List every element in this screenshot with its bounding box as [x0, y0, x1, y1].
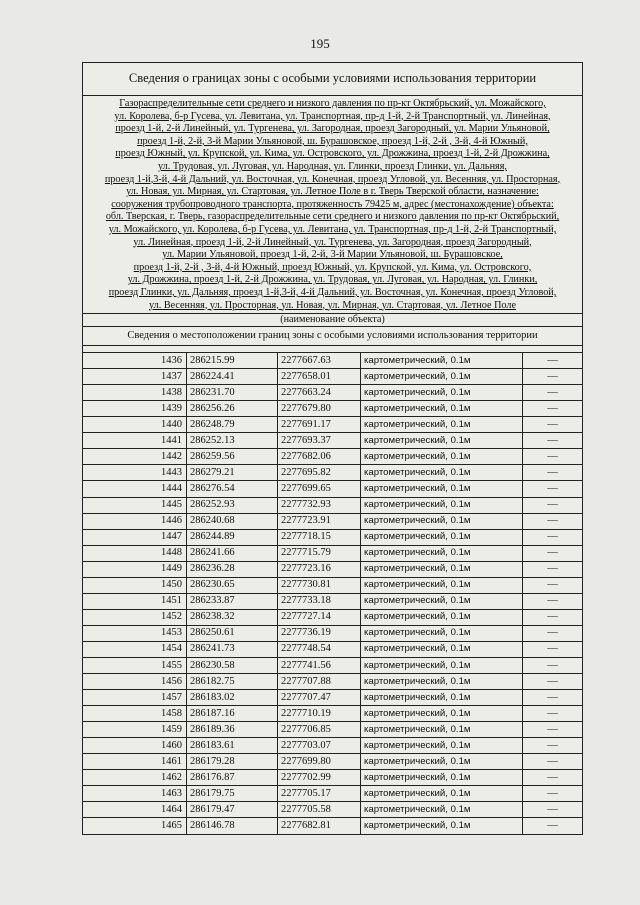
point-number: 1445 [83, 497, 187, 513]
page-number: 195 [310, 36, 330, 51]
table-row [83, 497, 582, 513]
table-row [83, 641, 582, 657]
description-cell: — [523, 369, 583, 385]
method-accuracy: картометрический, 0.1м [361, 674, 523, 690]
description-cell: — [523, 625, 583, 641]
coord-y: 2277707.47 [278, 690, 361, 706]
description-line: обл. Тверская, г. Тверь, газораспределительные сети среднего и низкого давления по пр-кт Октябрьский, [105, 211, 560, 223]
method-accuracy: картометрический, 0.1м [361, 722, 523, 738]
table-row [83, 545, 582, 561]
table-row [83, 674, 582, 690]
point-number: 1444 [83, 481, 187, 497]
coord-x: 286241.66 [187, 545, 278, 561]
coordinates-table [83, 353, 582, 833]
table-row [83, 433, 582, 449]
table-row [83, 657, 582, 673]
coord-x: 286240.68 [187, 513, 278, 529]
description-cell: — [523, 802, 583, 818]
table-row [83, 786, 582, 802]
description-line: сооружения трубопроводного транспорта, протяженность 79425 м, адрес (местонахождение) объекта: [111, 198, 554, 210]
coord-x: 286231.70 [187, 385, 278, 401]
description-cell: — [523, 593, 583, 609]
point-number: 1464 [83, 802, 187, 818]
table-row [83, 417, 582, 433]
coord-x: 286252.13 [187, 433, 278, 449]
description-line: проезд 1-й, 2-й Линейный, ул. Тургенева, ул. Загородная, проезд Загородный, ул. Марии Ульяновой, [115, 123, 550, 135]
coord-y: 2277699.65 [278, 481, 361, 497]
description-cell: — [523, 353, 583, 369]
description-cell: — [523, 545, 583, 561]
coord-x: 286248.79 [187, 417, 278, 433]
point-number: 1440 [83, 417, 187, 433]
coord-x: 286230.58 [187, 657, 278, 673]
coord-y: 2277730.81 [278, 577, 361, 593]
coord-y: 2277723.91 [278, 513, 361, 529]
coord-y: 2277710.19 [278, 706, 361, 722]
description-cell: — [523, 657, 583, 673]
coord-x: 286179.47 [187, 802, 278, 818]
table-row [83, 609, 582, 625]
method-accuracy: картометрический, 0.1м [361, 641, 523, 657]
coord-y: 2277733.18 [278, 593, 361, 609]
point-number: 1437 [83, 369, 187, 385]
table-row [83, 513, 582, 529]
point-number: 1458 [83, 706, 187, 722]
point-number: 1461 [83, 754, 187, 770]
method-accuracy: картометрический, 0.1м [361, 545, 523, 561]
description-cell: — [523, 481, 583, 497]
coord-y: 2277705.58 [278, 802, 361, 818]
method-accuracy: картометрический, 0.1м [361, 770, 523, 786]
description-line: проезд 1-й,3-й, 4-й Дальний, ул. Восточная, ул. Конечная, проезд Угловой, ул. Весенняя, ул. Просторная, [104, 173, 561, 185]
method-accuracy: картометрический, 0.1м [361, 561, 523, 577]
description-cell: — [523, 690, 583, 706]
point-number: 1452 [83, 609, 187, 625]
point-number: 1438 [83, 385, 187, 401]
method-accuracy: картометрический, 0.1м [361, 802, 523, 818]
point-number: 1456 [83, 674, 187, 690]
zone-boundary-sheet [82, 62, 583, 835]
coord-x: 286241.73 [187, 641, 278, 657]
method-accuracy: картометрический, 0.1м [361, 706, 523, 722]
point-number: 1449 [83, 561, 187, 577]
coord-x: 286250.61 [187, 625, 278, 641]
object-name-caption: (наименование объекта) [83, 313, 582, 327]
description-line: ул. Можайского, ул. Королева, б-р Гусева, ул. Левитана, ул. Транспортная, пр-д 1-й, 2-й Транспортный, [108, 223, 557, 235]
description-cell: — [523, 674, 583, 690]
method-accuracy: картометрический, 0.1м [361, 786, 523, 802]
coord-y: 2277707.88 [278, 674, 361, 690]
description-cell: — [523, 738, 583, 754]
coord-y: 2277705.17 [278, 786, 361, 802]
description-cell: — [523, 641, 583, 657]
description-line: Газораспределительные сети среднего и низкого давления по пр-кт Октябрьский, ул. Можайского, [119, 98, 546, 109]
method-accuracy: картометрический, 0.1м [361, 818, 523, 834]
point-number: 1463 [83, 786, 187, 802]
description-line: проезд Глинки, ул. Дальняя, проезд 1-й,3-й, 4-й Дальний, ул. Восточная, ул. Конечная, проезд Угловой, [108, 286, 557, 298]
table-row [83, 577, 582, 593]
point-number: 1455 [83, 657, 187, 673]
method-accuracy: картометрический, 0.1м [361, 529, 523, 545]
location-subtitle: Сведения о местоположении границ зоны с особыми условиями использования территории [83, 327, 582, 346]
point-number: 1457 [83, 690, 187, 706]
description-line: ул. Королева, б-р Гусева, ул. Левитана, ул. Транспортная, пр-д 1-й, 2-й Транспортный, ул. Линейная, [114, 110, 551, 122]
description-line: ул. Новая, ул. Мирная, ул. Стартовая, ул. Летное Поле в г. Тверь Тверской области, назначение: [126, 186, 539, 198]
table-row [83, 385, 582, 401]
description-cell: — [523, 706, 583, 722]
coord-x: 286276.54 [187, 481, 278, 497]
coord-y: 2277658.01 [278, 369, 361, 385]
coord-y: 2277727.14 [278, 609, 361, 625]
table-header-spacer [83, 346, 582, 353]
description-cell: — [523, 401, 583, 417]
method-accuracy: картометрический, 0.1м [361, 385, 523, 401]
point-number: 1443 [83, 465, 187, 481]
method-accuracy: картометрический, 0.1м [361, 657, 523, 673]
method-accuracy: картометрический, 0.1м [361, 754, 523, 770]
description-line: ул. Трудовая, ул. Луговая, ул. Народная, ул. Глинки, проезд Глинки, ул. Дальняя, [158, 160, 507, 172]
coord-x: 286146.78 [187, 818, 278, 834]
description-cell: — [523, 754, 583, 770]
coord-y: 2277679.80 [278, 401, 361, 417]
description-cell: — [523, 770, 583, 786]
coord-x: 286256.26 [187, 401, 278, 417]
point-number: 1459 [83, 722, 187, 738]
coord-y: 2277723.16 [278, 561, 361, 577]
coord-x: 286215.99 [187, 353, 278, 369]
point-number: 1460 [83, 738, 187, 754]
coord-y: 2277667.63 [278, 353, 361, 369]
description-cell: — [523, 786, 583, 802]
description-cell: — [523, 529, 583, 545]
coord-y: 2277703.07 [278, 738, 361, 754]
method-accuracy: картометрический, 0.1м [361, 465, 523, 481]
coord-y: 2277736.19 [278, 625, 361, 641]
description-cell: — [523, 513, 583, 529]
coord-y: 2277702.99 [278, 770, 361, 786]
table-row [83, 818, 582, 834]
table-row [83, 593, 582, 609]
description-cell: — [523, 385, 583, 401]
coord-y: 2277748.54 [278, 641, 361, 657]
description-cell: — [547, 819, 558, 831]
point-number: 1450 [83, 577, 187, 593]
table-row [83, 353, 582, 369]
coord-x: 286259.56 [187, 449, 278, 465]
coord-y: 2277741.56 [278, 657, 361, 673]
table-row [83, 401, 582, 417]
table-row [83, 465, 582, 481]
table-row [83, 722, 582, 738]
method-accuracy: картометрический, 0.1м [361, 433, 523, 449]
coord-x: 286238.32 [187, 609, 278, 625]
coord-y: 2277682.81 [278, 818, 361, 834]
document-title: Сведения о границах зоны с особыми условиями использования территории [83, 63, 582, 96]
point-number: 1447 [83, 529, 187, 545]
method-accuracy: картометрический, 0.1м [361, 449, 523, 465]
method-accuracy: картометрический, 0.1м [361, 353, 523, 369]
method-accuracy: картометрический, 0.1м [361, 738, 523, 754]
description-cell: — [523, 449, 583, 465]
coord-y: 2277693.37 [278, 433, 361, 449]
coord-y: 2277691.17 [278, 417, 361, 433]
point-number: 1465 [83, 818, 187, 834]
coord-x: 286236.28 [187, 561, 278, 577]
coord-y: 2277699.80 [278, 754, 361, 770]
method-accuracy: картометрический, 0.1м [361, 401, 523, 417]
method-accuracy: картометрический, 0.1м [361, 593, 523, 609]
point-number: 1451 [83, 593, 187, 609]
point-number: 1439 [83, 401, 187, 417]
coord-x: 286183.02 [187, 690, 278, 706]
coord-x: 286182.75 [187, 674, 278, 690]
description-cell: — [523, 561, 583, 577]
description-cell: — [523, 497, 583, 513]
description-line: ул. Весенняя, ул. Просторная, ул. Новая, ул. Мирная, ул. Стартовая, ул. Летное Поле [149, 299, 516, 311]
method-accuracy: картометрический, 0.1м [361, 369, 523, 385]
table-row [83, 754, 582, 770]
point-number: 1453 [83, 625, 187, 641]
coord-x: 286252.93 [187, 497, 278, 513]
coord-x: 286176.87 [187, 770, 278, 786]
point-number: 1448 [83, 545, 187, 561]
point-number: 1454 [83, 641, 187, 657]
coord-y: 2277715.79 [278, 545, 361, 561]
coord-x: 286189.36 [187, 722, 278, 738]
coord-x: 286183.61 [187, 738, 278, 754]
coord-x: 286233.87 [187, 593, 278, 609]
point-number: 1446 [83, 513, 187, 529]
coord-y: 2277718.15 [278, 529, 361, 545]
method-accuracy: картометрический, 0.1м [361, 690, 523, 706]
description-line: проезд 1-й, 2-й, 3-й Марии Ульяновой, ш. Бурашовское, проезд 1-й, 2-й , 3-й, 4-й Южный, [137, 135, 528, 147]
table-row [83, 369, 582, 385]
description-line: ул. Линейная, проезд 1-й, 2-й Линейный, ул. Тургенева, ул. Загородная, проезд Загородный, [133, 236, 532, 248]
description-cell: — [523, 722, 583, 738]
description-line: ул. Марии Ульяновой, проезд 1-й, 2-й, 3-й Марии Ульяновой, ш. Бурашовское, [162, 249, 503, 261]
table-row [83, 481, 582, 497]
description-line: ул. Дрожжина, проезд 1-й, 2-й Дрожжина, ул. Трудовая, ул. Луговая, ул. Народная, ул. Глинки, [127, 274, 538, 286]
coord-x: 286179.75 [187, 786, 278, 802]
coord-y: 2277732.93 [278, 497, 361, 513]
description-cell: — [523, 465, 583, 481]
table-row [83, 625, 582, 641]
coord-y: 2277682.06 [278, 449, 361, 465]
point-number: 1436 [83, 353, 187, 369]
method-accuracy: картометрический, 0.1м [361, 577, 523, 593]
method-accuracy: картометрический, 0.1м [361, 497, 523, 513]
description-cell: — [523, 577, 583, 593]
description-line: проезд Южный, ул. Крупской, ул. Кима, ул. Островского, ул. Дрожжина, проезд 1-й, 2-й Дрожжина, [115, 148, 550, 160]
coord-x: 286187.16 [187, 706, 278, 722]
method-accuracy: картометрический, 0.1м [361, 609, 523, 625]
coord-x: 286230.65 [187, 577, 278, 593]
coord-y: 2277695.82 [278, 465, 361, 481]
description-cell: — [523, 417, 583, 433]
table-row [83, 738, 582, 754]
table-row [83, 449, 582, 465]
table-row [83, 561, 582, 577]
object-description [83, 96, 582, 313]
coord-y: 2277663.24 [278, 385, 361, 401]
method-accuracy: картометрический, 0.1м [361, 513, 523, 529]
point-number: 1442 [83, 449, 187, 465]
table-row [83, 690, 582, 706]
method-accuracy: картометрический, 0.1м [361, 417, 523, 433]
table-row [83, 529, 582, 545]
coord-x: 286224.41 [187, 369, 278, 385]
table-row [83, 706, 582, 722]
table-row [83, 770, 582, 786]
point-number: 1462 [83, 770, 187, 786]
coord-x: 286279.21 [187, 465, 278, 481]
coord-x: 286244.89 [187, 529, 278, 545]
description-cell: — [523, 609, 583, 625]
description-line: проезд 1-й, 2-й , 3-й, 4-й Южный, проезд Южный, ул. Крупской, ул. Кима, ул. Островского, [133, 261, 532, 273]
method-accuracy: картометрический, 0.1м [361, 481, 523, 497]
coord-x: 286179.28 [187, 754, 278, 770]
point-number: 1441 [83, 433, 187, 449]
coord-y: 2277706.85 [278, 722, 361, 738]
method-accuracy: картометрический, 0.1м [361, 625, 523, 641]
description-cell: — [523, 433, 583, 449]
table-row [83, 802, 582, 818]
